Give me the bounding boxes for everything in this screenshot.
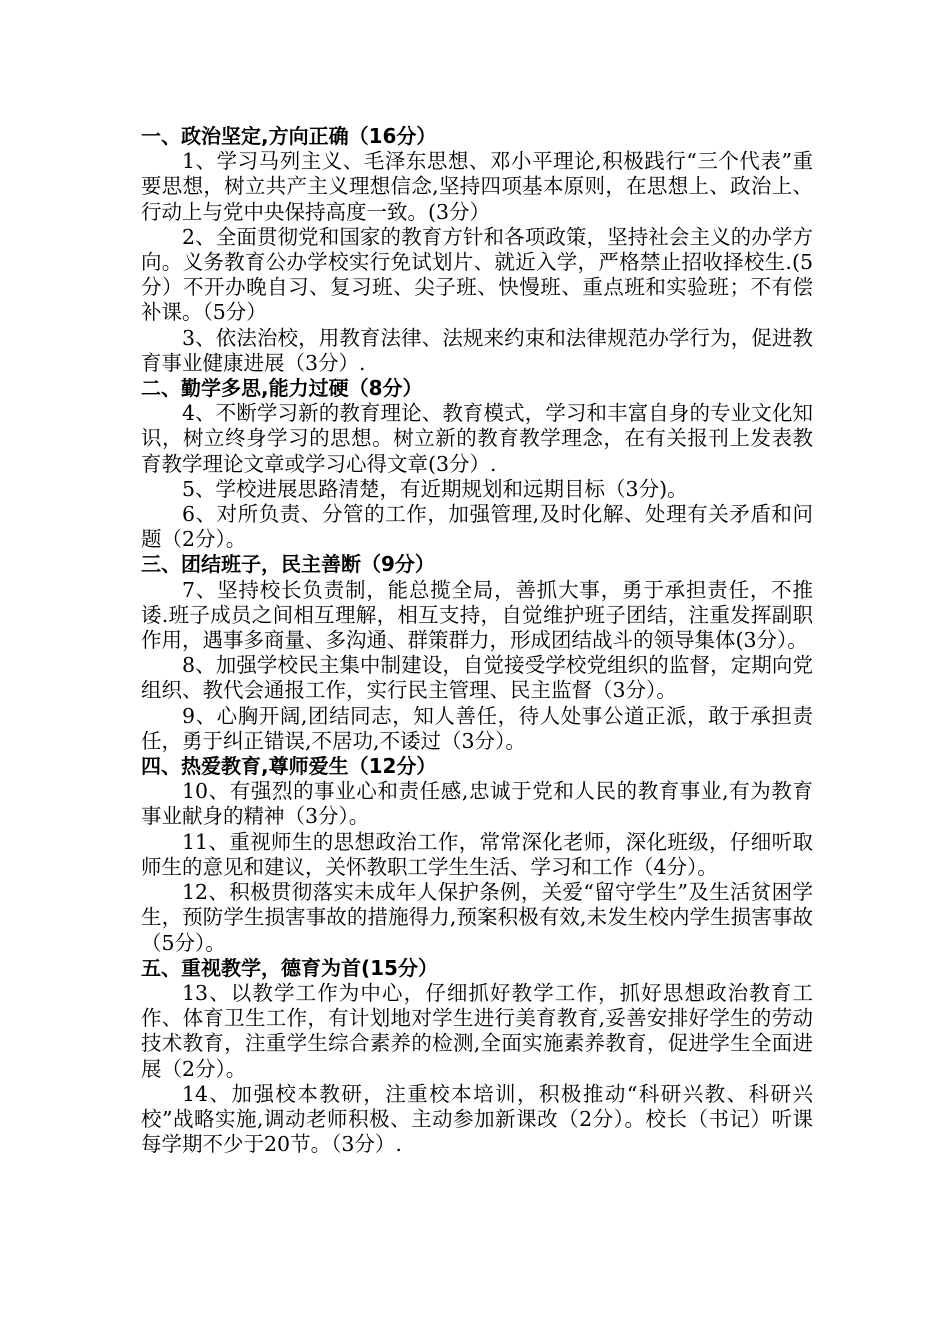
paragraph: 6、对所负责、分管的工作，加强管理,及时化解、处理有关矛盾和问题（2分）。 bbox=[141, 502, 813, 552]
section-3 bbox=[141, 552, 813, 754]
paragraph: 5、学校进展思路清楚，有近期规划和远期目标（3分)。 bbox=[182, 476, 688, 501]
paragraph: 11、重视师生的思想政治工作，常常深化老师，深化班级，仔细听取师生的意见和建议，关怀教职工学生生活、学习和工作（4分）。 bbox=[141, 829, 813, 879]
paragraph: 12、积极贯彻落实未成年人保护条例，关爱“留守学生”及生活贫困学生，预防学生损害事故的措施得力,预案积极有效,未发生校内学生损害事故（5分）。 bbox=[141, 880, 813, 955]
section-5 bbox=[141, 956, 813, 1158]
paragraph: 1、学习马列主义、毛泽东思想、邓小平理论,积极践行“三个代表”重要思想，树立共产主义理想信念,坚持四项基本原则，在思想上、政治上、行动上与党中央保持高度一致。(3分） bbox=[141, 149, 813, 224]
paragraph: 8、加强学校民主集中制建设，自觉接受学校党组织的监督，定期向党组织、教代会通报工作，实行民主管理、民主监督（3分）。 bbox=[141, 653, 813, 703]
section-4 bbox=[141, 754, 813, 956]
paragraph: 4、不断学习新的教育理论、教育模式，学习和丰富自身的专业文化知识，树立终身学习的思想。树立新的教育教学理念，在有关报刊上发表教育教学理论文章或学习心得文章(3分）. bbox=[141, 401, 813, 476]
section-heading: 四、热爱教育,尊师爱生（12分） bbox=[141, 754, 437, 779]
section-heading: 五、重视教学，德育为首(15分） bbox=[141, 955, 438, 980]
section-1 bbox=[141, 124, 813, 376]
section-heading: 一、政治坚定,方向正确（16分） bbox=[141, 124, 437, 148]
paragraph: 14、加强校本教研，注重校本培训，积极推动“科研兴教、科研兴校”战略实施,调动老师积极、主动参加新课改（2分）。校长（书记）听课每学期不少于20节。（3分）. bbox=[141, 1081, 813, 1157]
section-heading: 三、团结班子，民主善断（9分） bbox=[141, 552, 435, 577]
paragraph: 3、依法治校，用教育法律、法规来约束和法律规范办学行为，促进教育事业健康进展（3分）. bbox=[141, 325, 813, 375]
paragraph: 7、坚持校长负责制，能总揽全局，善抓大事，勇于承担责任，不推诿.班子成员之间相互理解，相互支持，自觉维护班子团结，注重发挥副职作用，遇事多商量、多沟通、群策群力，形成团结战斗的领导集体(3分）。 bbox=[141, 577, 813, 653]
section-heading: 二、勤学多思,能力过硬（8分） bbox=[141, 376, 423, 401]
document-page bbox=[141, 124, 813, 1157]
paragraph: 13、以教学工作为中心，仔细抓好教学工作，抓好思想政治教育工作、体育卫生工作，有计划地对学生进行美育教育,妥善安排好学生的劳动技术教育，注重学生综合素养的检测,全面实施素养教育，促进学生全面进展（2分）。 bbox=[141, 980, 813, 1081]
paragraph: 10、有强烈的事业心和责任感,忠诚于党和人民的教育事业,有为教育事业献身的精神（3分）。 bbox=[141, 779, 813, 829]
paragraph: 9、心胸开阔,团结同志，知人善任，待人处事公道正派，敢于承担责任，勇于纠正错误,不居功,不诿过（3分）。 bbox=[141, 703, 813, 753]
section-2 bbox=[141, 376, 813, 552]
paragraph: 2、全面贯彻党和国家的教育方针和各项政策，坚持社会主义的办学方向。义务教育公办学校实行免试划片、就近入学，严格禁止招收择校生.(5分）不开办晚自习、复习班、尖子班、快慢班、重点班和实验班；不有偿补课。（5分） bbox=[141, 224, 813, 325]
